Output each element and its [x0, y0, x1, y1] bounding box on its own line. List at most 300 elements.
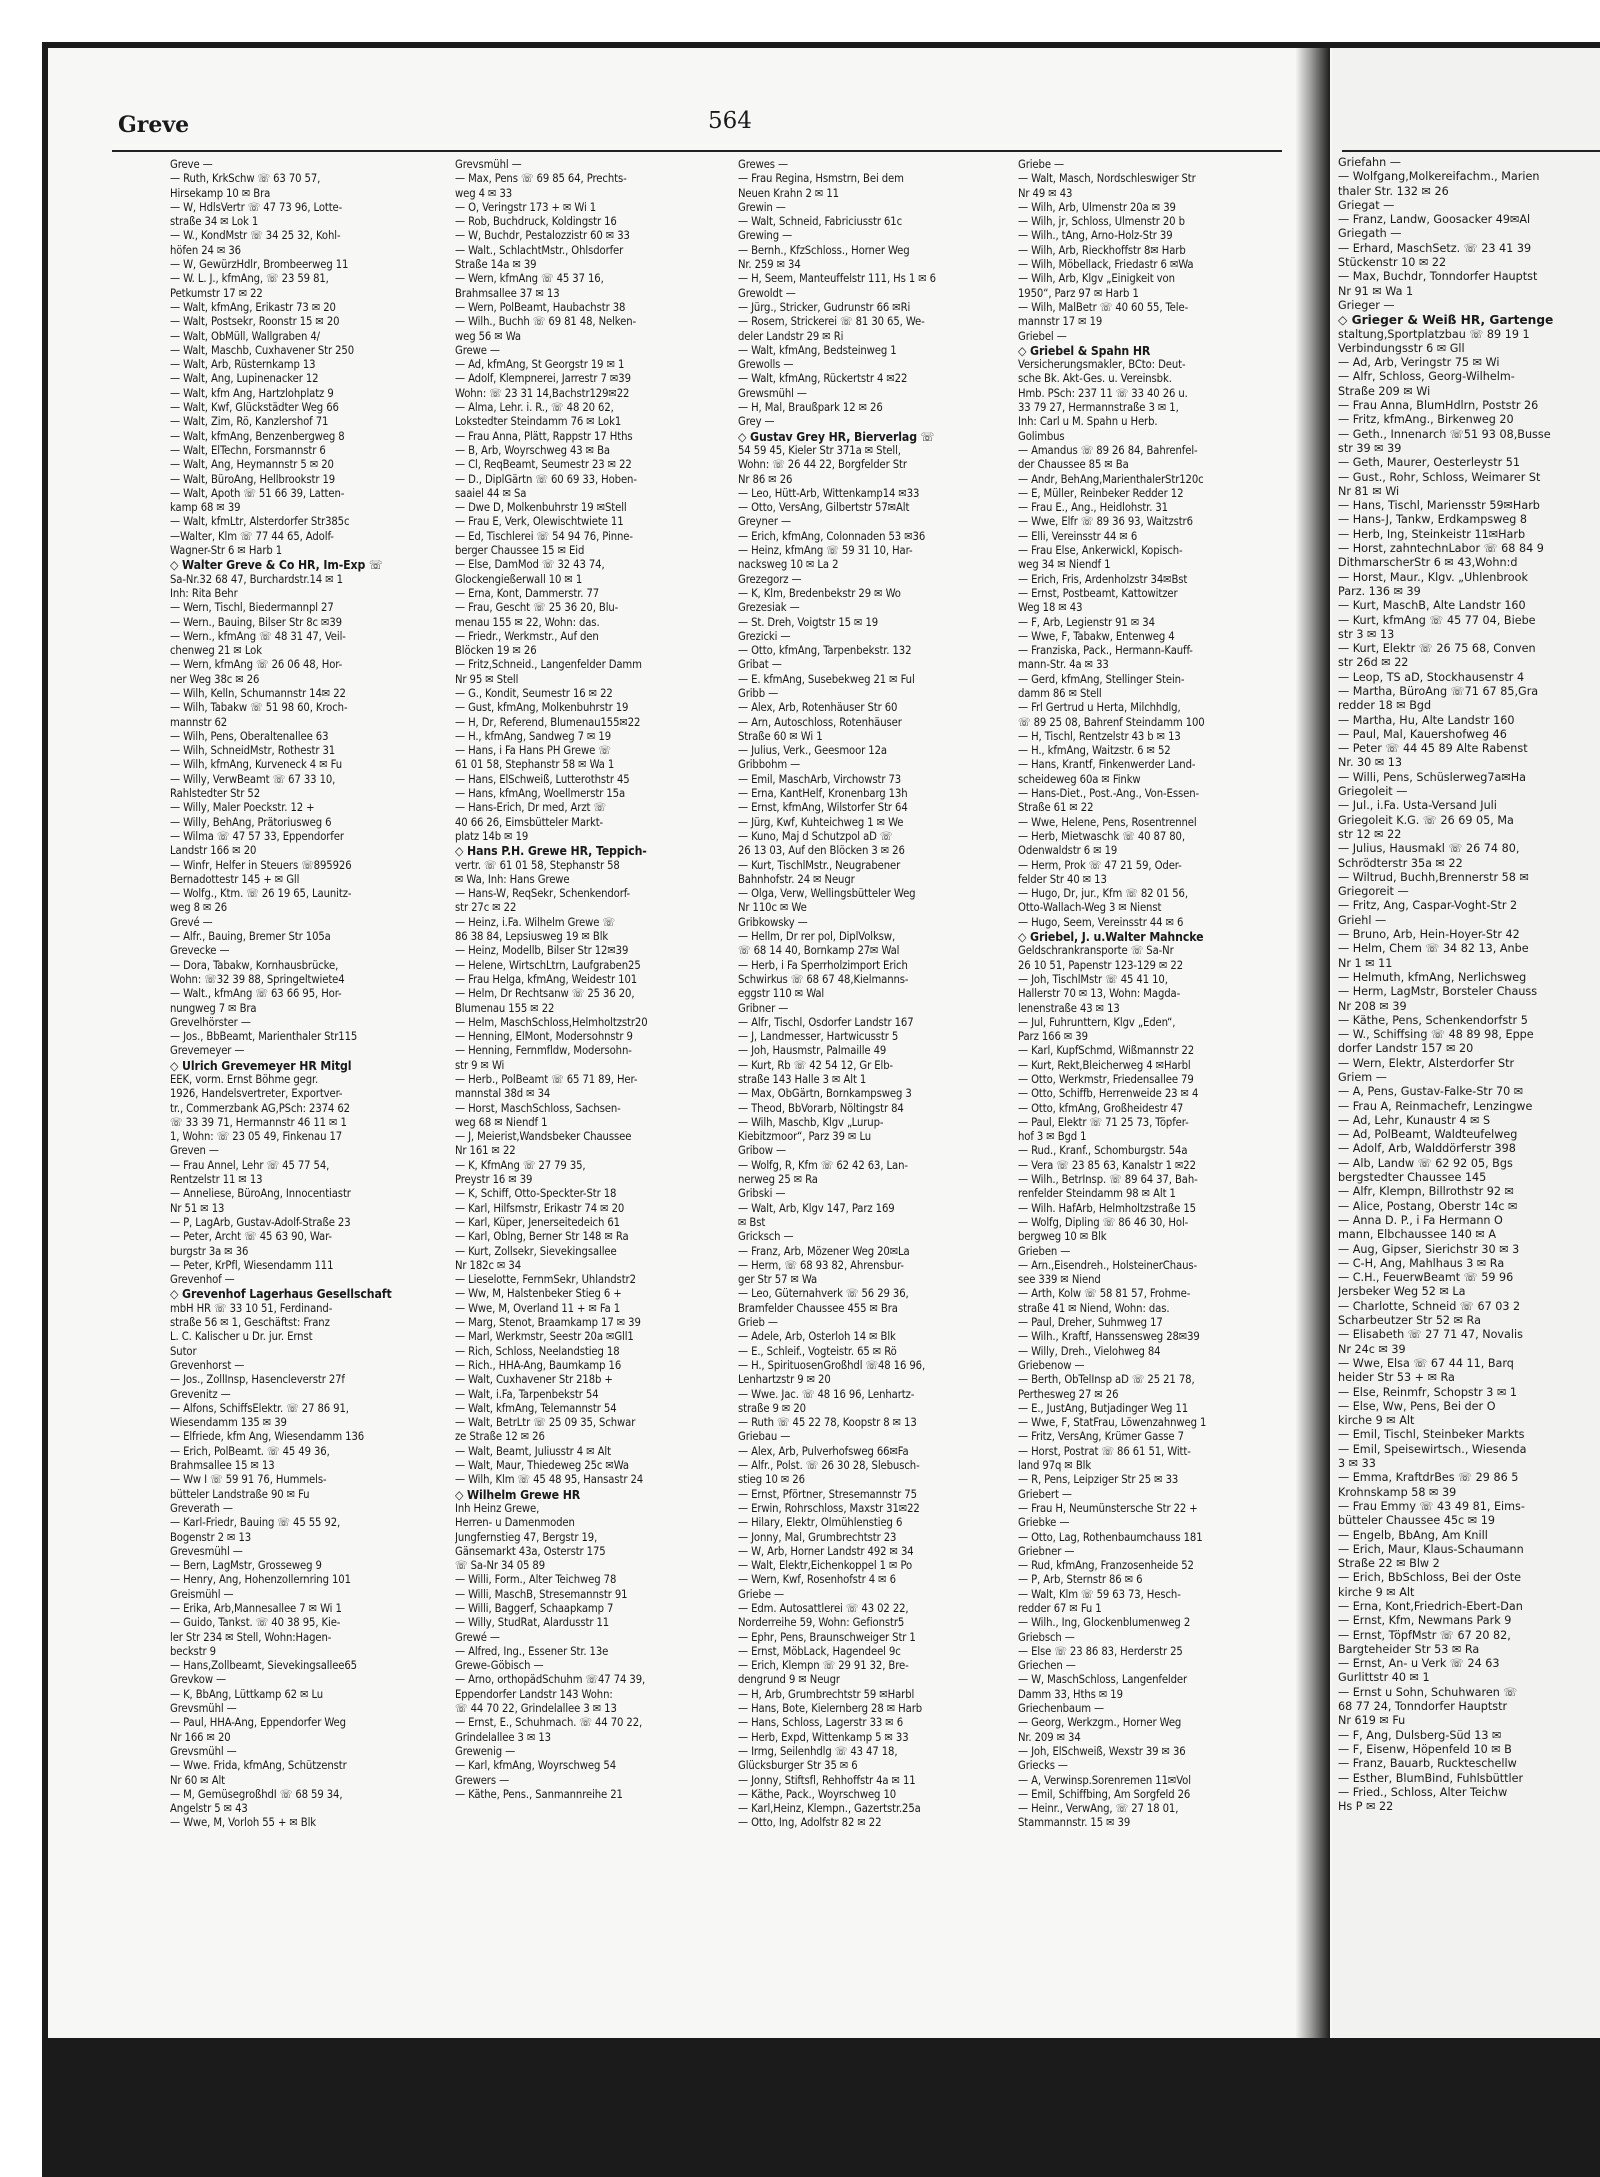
directory-line: str 12 ✉ 22 [1338, 827, 1402, 841]
directory-line: — Alfr., Polst. ☏ 26 30 28, Slebusch- [738, 1459, 920, 1473]
directory-line: — W, Buchdr, Pestalozzistr 60 ✉ 33 [455, 229, 630, 243]
directory-line: DithmarscherStr 6 ✉ 43,Wohn:d [1338, 556, 1518, 570]
company-entry: ◇ Ulrich Grevemeyer HR Mitgl [170, 1058, 352, 1073]
directory-line: — Karl,Heinz, Klempn., Gazertstr.25a [738, 1802, 921, 1816]
directory-line: — Georg, Werkzgm., Horner Weg [1018, 1716, 1182, 1730]
directory-line: str 26d ✉ 22 [1338, 656, 1409, 670]
directory-line: — Elli, Vereinsstr 44 ✉ 6 [1018, 529, 1138, 543]
directory-line: Wohn: ☏ 26 44 22, Borgfelder Str [738, 458, 907, 472]
directory-line: — Helm, Chem ☏ 34 82 13, Anbe [1338, 942, 1529, 956]
directory-line: — Karl, Oblng, Berner Str 148 ✉ Ra [455, 1230, 629, 1244]
directory-line: — Hans-Erich, Dr med, Arzt ☏ [455, 801, 606, 815]
directory-line: — Rob, Buchdruck, Koldingstr 16 [455, 215, 617, 229]
directory-line: — Jürg., Stricker, Gudrunstr 66 ✉Ri [738, 300, 911, 314]
directory-line: Sa-Nr.32 68 47, Burchardstr.14 ✉ 1 [170, 572, 343, 586]
directory-line: mann, Elbchaussee 140 ✉ A [1338, 1228, 1496, 1242]
surname-heading: Greven — [170, 1144, 219, 1158]
directory-line: nerweg 25 ✉ Ra [738, 1173, 818, 1187]
directory-line: redder 67 ✉ Fu 1 [1018, 1601, 1102, 1615]
directory-line: — Herm, Prok ☏ 47 21 59, Oder- [1018, 858, 1182, 872]
directory-line: — Alex, Arb, Pulverhofsweg 66✉Fa [738, 1444, 909, 1458]
directory-line: — Theod, BbVorarb, Nöltingstr 84 [738, 1101, 904, 1115]
directory-line: — Wilh., Ing, Glockenblumenweg 2 [1018, 1616, 1191, 1630]
directory-line: — Rosem, Strickerei ☏ 81 30 65, We- [738, 315, 925, 329]
directory-line: — Rud, kfmAng, Franzosenheide 52 [1018, 1559, 1194, 1573]
surname-heading: Griem — [1338, 1071, 1387, 1084]
directory-line: — Walt, kfmAng, Rückertstr 4 ✉22 [738, 372, 908, 386]
directory-line: bergweg 10 ✉ Blk [1018, 1230, 1107, 1244]
directory-line: — Ad, Lehr, Kunaustr 4 ✉ S [1338, 1113, 1491, 1127]
directory-line: — Hugo, Dr, jur., Kfm ☏ 82 01 56, [1018, 887, 1188, 901]
directory-line: — Walt, Beamt, Juliusstr 4 ✉ Alt [455, 1444, 611, 1458]
surname-heading: Grevemeyer — [170, 1044, 245, 1058]
directory-line: — E. kfmAng, Susebekweg 21 ✉ Ful [738, 672, 915, 686]
surname-heading: Griebenow — [1018, 1358, 1085, 1372]
directory-line: Rentzelstr 11 ✉ 13 [170, 1173, 263, 1187]
directory-line: — Alma, Lehr. i. R., ☏ 48 20 62, [455, 401, 614, 415]
directory-line: — Ernst, Postbeamt, Kattowitzer [1018, 586, 1178, 600]
directory-line: Hmb. PSch: 237 11 ☏ 33 40 26 u. [1018, 386, 1188, 400]
directory-line: — Gust, kfmAng, Molkenbuhrstr 19 [455, 701, 629, 715]
directory-line: — Walt, Arb, Rüsternkamp 13 [170, 358, 316, 372]
directory-line: — Wern, kfmAng ☏ 26 06 48, Hor- [170, 658, 343, 672]
directory-line: Nr 49 ✉ 43 [1018, 186, 1073, 200]
directory-line: damm 86 ✉ Stell [1018, 686, 1102, 700]
surname-heading: Grevé — [170, 915, 213, 929]
directory-line: — Bern, LagMstr, Grosseweg 9 [170, 1559, 322, 1573]
directory-line: Landstr 166 ✉ 20 [170, 844, 257, 858]
directory-line: — Andr, BehAng,MarienthalerStr120c [1018, 472, 1204, 486]
directory-line: — Karl, Hilfsmstr, Erikastr 74 ✉ 20 [455, 1201, 625, 1215]
directory-line: Versicherungsmakler, BCto: Deut- [1018, 358, 1186, 372]
directory-line: — E., JustAng, Butjadinger Weg 11 [1018, 1401, 1189, 1415]
directory-line: — Walt, Cuxhavener Str 218b + [455, 1373, 613, 1387]
directory-line: Stückenstr 10 ✉ 22 [1338, 256, 1447, 270]
directory-line: — Walt, i.Fa, Tarpenbekstr 54 [455, 1387, 599, 1401]
directory-line: — Karl, Küper, Jenerseitedeich 61 [455, 1215, 620, 1229]
directory-line: — Ernst, An- u Verk ☏ 24 63 [1338, 1657, 1500, 1671]
directory-line: — Jürg, Kwf, Kuhteichweg 1 ✉ We [738, 815, 904, 829]
directory-line: — Kurt, kfmAng ☏ 45 77 04, Biebe [1338, 613, 1536, 627]
directory-line: — Walt, kfmAng, Erikastr 73 ✉ 20 [170, 300, 336, 314]
directory-line: — Henning, Fernmfldw, Modersohn- [455, 1044, 632, 1058]
directory-line: — Engelb, BbAng, Am Knill [1338, 1528, 1488, 1542]
directory-line: Griegoleit K.G. ☏ 26 69 05, Ma [1338, 813, 1514, 827]
directory-line: — Paul, Mal, Kauershofweg 46 [1338, 727, 1507, 741]
header-rule [112, 150, 1282, 152]
directory-line: Weg 18 ✉ 43 [1018, 601, 1083, 615]
directory-line: — Erna, Kont, Dammerstr. 77 [455, 586, 600, 600]
directory-line: Glücksburger Str 35 ✉ 6 [738, 1759, 858, 1773]
directory-line: — H, Seem, Manteuffelstr 111, Hs 1 ✉ 6 [738, 272, 936, 286]
directory-line: 86 38 84, Lepsiusweg 19 ✉ Blk [455, 930, 609, 944]
directory-line: thaler Str. 132 ✉ 26 [1338, 184, 1449, 198]
directory-line: — Hilary, Elektr, Olmühlenstieg 6 [738, 1516, 903, 1530]
surname-heading: Grevsmühl — [455, 158, 522, 171]
directory-line: — Vera ☏ 23 85 63, Kanalstr 1 ✉22 [1018, 1158, 1196, 1172]
directory-line: — W, GewürzHdlr, Brombeerweg 11 [170, 258, 349, 272]
directory-line: saaiel 44 ✉ Sa [455, 486, 527, 500]
directory-line: Nr 51 ✉ 13 [170, 1201, 225, 1215]
directory-line: — Marl, Werkmstr, Seestr 20a ✉Gll1 [455, 1330, 634, 1344]
directory-line: — Herb., PolBeamt ☏ 65 71 89, Her- [455, 1073, 638, 1086]
company-entry: ◇ Griebel & Spahn HR [1018, 343, 1151, 358]
directory-line: str 39 ✉ 39 [1338, 441, 1402, 455]
directory-line: — Joh, ElSchweiß, Wexstr 39 ✉ 36 [1018, 1744, 1186, 1758]
directory-line: — Else, DamMod ☏ 32 43 74, [455, 558, 605, 572]
directory-line: — Emma, KraftdrBes ☏ 29 86 5 [1338, 1471, 1519, 1485]
directory-line: — Heinz, Modellb, Bilser Str 12✉39 [455, 944, 629, 958]
company-entry: ◇ Griebel, J. u.Walter Mahncke [1018, 930, 1204, 945]
surname-heading: Gribski — [738, 1187, 786, 1201]
directory-line: — Walt., SchlachtMstr., Ohlsdorfer [455, 243, 624, 257]
directory-line: — Berth, ObTelInsp aD ☏ 25 21 78, [1018, 1373, 1195, 1387]
directory-line: — Otto, kfmAng, Großheidestr 47 [1018, 1101, 1184, 1115]
directory-line: Sutor [170, 1344, 197, 1358]
directory-line: Inh: Rita Behr [170, 586, 238, 600]
directory-line: — Frau Else, Ankerwickl, Kopisch- [1018, 544, 1183, 558]
surname-heading: Gribkowsky — [738, 915, 808, 929]
surname-heading: Grevenitz — [170, 1387, 231, 1401]
directory-line: Schrödterstr 35a ✉ 22 [1338, 856, 1463, 870]
surname-heading: Griehl — [1338, 913, 1387, 927]
directory-column-1 [170, 158, 448, 1968]
directory-line: — Frau, Gescht ☏ 25 36 20, Blu- [455, 601, 619, 615]
directory-line: — Jonny, Mal, Grumbrechtstr 23 [738, 1530, 897, 1544]
directory-line: Odenwaldstr 6 ✉ 19 [1018, 844, 1118, 858]
directory-line: — Wern, PolBeamt, Haubachstr 38 [455, 300, 626, 314]
directory-line: — Herb, Ing, Steinkeistr 11✉Harb [1338, 527, 1526, 541]
directory-line: — Walt, kfmLtr, Alsterdorfer Str385c [170, 515, 350, 529]
directory-line: weg 34 ✉ Niendf 1 [1018, 558, 1111, 572]
directory-line: — Martha, BüroAng ☏71 67 85,Gra [1338, 684, 1539, 698]
directory-line: — Erich, Fris, Ardenholzstr 34✉Bst [1018, 572, 1188, 586]
directory-line: — Walt, Masch, Nordschleswiger Str [1018, 172, 1196, 186]
directory-line: — Guido, Tankst. ☏ 40 38 95, Kie- [170, 1616, 341, 1630]
directory-line: — Wilh., BetrInsp. ☏ 89 64 37, Bah- [1018, 1173, 1198, 1187]
directory-line: eggstr 110 ✉ Wal [738, 987, 825, 1001]
directory-line: Straße 14a ✉ 39 [455, 258, 537, 272]
directory-line: — Amandus ☏ 89 26 84, Bahrenfel- [1018, 443, 1198, 457]
directory-line: — Herm, ☏ 68 93 82, Ahrensbur- [738, 1258, 904, 1272]
directory-line: — Wilma ☏ 47 57 33, Eppendorfer [170, 829, 344, 843]
directory-line: — G., Kondit, Seumestr 16 ✉ 22 [455, 686, 613, 700]
directory-line: straße 56 ✉ 1, Geschäftst: Franz [170, 1316, 330, 1330]
directory-line: stieg 10 ✉ 26 [738, 1473, 805, 1487]
directory-line: Straße 209 ✉ Wi [1338, 384, 1431, 398]
directory-line: — Hans, Bote, Kielernberg 28 ✉ Harb [738, 1702, 923, 1716]
directory-line: Straße 22 ✉ Blw 2 [1338, 1557, 1440, 1571]
directory-line: — Cl, ReqBeamt, Seumestr 23 ✉ 22 [455, 458, 632, 472]
directory-line: — Herb, Mietwaschk ☏ 40 87 80, [1018, 829, 1185, 843]
directory-line: — W, MaschSchloss, Langenfelder [1018, 1673, 1188, 1687]
directory-line: — Paul, Dreher, Suhmweg 17 [1018, 1316, 1163, 1330]
company-entry: ◇ Grieger & Weiß HR, Gartenge [1338, 313, 1554, 328]
directory-line: Blöcken 19 ✉ 26 [455, 644, 537, 658]
directory-line: — W., KondMstr ☏ 34 25 32, Kohl- [170, 229, 341, 243]
directory-line: Nr 95 ✉ Stell [455, 672, 519, 686]
directory-line: Brahmsallee 37 ✉ 13 [455, 286, 560, 300]
surname-heading: Griegath — [1338, 227, 1402, 241]
directory-line: — Wilh, Pens, Oberaltenallee 63 [170, 729, 329, 743]
directory-line: — Helene, WirtschLtrn, Laufgraben25 [455, 958, 641, 972]
directory-line: — Erich, PolBeamt. ☏ 45 49 36, [170, 1444, 330, 1458]
directory-line: Jungfernstieg 47, Bergstr 19, [455, 1530, 598, 1544]
directory-line: — Horst, Maur., Klgv. „Uhlenbrook [1338, 570, 1528, 584]
directory-line: Nr 91 ✉ Wa 1 [1338, 284, 1414, 298]
directory-line: kamp 68 ✉ 39 [170, 501, 241, 515]
directory-line: Nr 81 ✉ Wi [1338, 484, 1400, 498]
directory-line: — Wilh, Kelln, Schumannstr 14✉ 22 [170, 686, 346, 700]
company-entry: ◇ Walter Greve & Co HR, Im-Exp ☏ [170, 558, 383, 573]
directory-line: Gänsemarkt 43a, Osterstr 175 [455, 1544, 606, 1558]
directory-line: — Wilh, jr, Schloss, Ulmenstr 20 b [1018, 215, 1185, 229]
directory-line: — Rud., Kranf., Schomburgstr. 54a [1018, 1144, 1188, 1158]
directory-line: — H., kfmAng, Sandweg 7 ✉ 19 [455, 729, 612, 743]
directory-line: — Arth, Kolw ☏ 58 81 57, Frohme- [1018, 1287, 1191, 1301]
directory-line: — Frau Annel, Lehr ☏ 45 77 54, [170, 1158, 330, 1172]
directory-line: — Wilh., Kraftf, Hanssensweg 28✉39 [1018, 1330, 1200, 1344]
directory-line: Bargteheider Str 53 ✉ Ra [1338, 1642, 1480, 1656]
directory-line: — C.H., FeuerwBeamt ☏ 59 96 [1338, 1271, 1514, 1285]
directory-line: — Emil, Schiffbing, Am Sorgfeld 26 [1018, 1787, 1191, 1801]
directory-line: straße 143 Halle 3 ✉ Alt 1 [738, 1073, 867, 1086]
directory-line: — Ernst, MöbLack, Hagendeel 9c [738, 1644, 901, 1658]
directory-line: Lokstedter Steindamm 76 ✉ Lok1 [455, 415, 622, 429]
directory-line: — E., Schleif., Vogteistr. 65 ✉ Rö [738, 1344, 897, 1358]
directory-line: — Willy, Dreh., Vielohweg 84 [1018, 1344, 1161, 1358]
directory-line: 3 ✉ 33 [1338, 1457, 1376, 1471]
directory-line: heider Str 53 + ✉ Ra [1338, 1371, 1455, 1385]
directory-line: — Dora, Tabakw, Kornhausbrücke, [170, 958, 339, 972]
directory-line: — Willi, MaschB, Stresemannstr 91 [455, 1587, 628, 1601]
directory-line: — Arn.,Eisendreh., HolsteinerChaus- [1018, 1258, 1198, 1272]
directory-line: Nr 182c ✉ 34 [455, 1258, 522, 1272]
directory-line: — F, Eisenw, Höpenfeld 10 ✉ B [1338, 1742, 1512, 1756]
directory-line: — Walt, Ang, Heymannstr 5 ✉ 20 [170, 458, 334, 472]
surname-heading: Griefahn — [1338, 156, 1401, 169]
directory-line: — Else, Ww, Pens, Bei der O [1338, 1399, 1496, 1413]
directory-line: scheideweg 60a ✉ Finkw [1018, 772, 1141, 786]
directory-line: — Alfr, Klempn, Billrothstr 92 ✉ [1338, 1185, 1514, 1199]
directory-line: — Paul, HHA-Ang, Eppendorfer Weg [170, 1716, 346, 1730]
surname-heading: Griebe — [1018, 158, 1064, 171]
directory-line: Inh: Carl u M. Spahn u Herb. [1018, 415, 1158, 429]
surname-heading: Grieb — [738, 1316, 778, 1330]
directory-line: Lenhartzstr 9 ✉ 20 [738, 1373, 831, 1387]
directory-line: Nr 110c ✉ We [738, 901, 807, 915]
directory-line: — Wwe. Jac. ☏ 48 16 96, Lenhartz- [738, 1387, 915, 1401]
company-entry: ◇ Hans P.H. Grewe HR, Teppich- [455, 844, 647, 859]
directory-line: 1926, Handelsvertreter, Exportver- [170, 1087, 343, 1101]
directory-line: 26 13 03, Auf den Blöcken 3 ✉ 26 [738, 844, 905, 858]
directory-line: — Max, Buchdr, Tonndorfer Hauptst [1338, 270, 1538, 284]
directory-line: bütteler Chaussee 45c ✉ 19 [1338, 1514, 1495, 1528]
directory-line: — Hugo, Seem, Vereinsstr 44 ✉ 6 [1018, 915, 1184, 929]
running-head: Greve [118, 112, 190, 138]
directory-line: Hirsekamp 10 ✉ Bra [170, 186, 271, 200]
surname-heading: Grevsmühl — [170, 1744, 237, 1758]
directory-line: — Jos., BbBeamt, Marienthaler Str115 [170, 1030, 358, 1044]
directory-line: — Joh, Hausmstr, Palmaille 49 [738, 1044, 887, 1058]
directory-line: mannstr 17 ✉ 19 [1018, 315, 1103, 329]
directory-column-4 [1018, 158, 1296, 1968]
directory-line: der Chaussee 85 ✉ Ba [1018, 458, 1129, 472]
directory-line: — Erna, KantHelf, Kronenbarg 13h [738, 787, 908, 801]
surname-heading: Grevesmühl — [170, 1544, 243, 1558]
directory-line: — Willy, Maler Poeckstr. 12 + [170, 801, 315, 815]
directory-line: mannstal 38d ✉ 34 [455, 1087, 551, 1101]
surname-heading: Griebel — [1018, 329, 1067, 343]
directory-line: — Kurt, Rb ☏ 42 54 12, Gr Elb- [738, 1058, 894, 1072]
directory-line: — Hans, kfmAng, Woellmerstr 15a [455, 787, 626, 801]
directory-line: —Walter, Klm ☏ 77 44 65, Adolf- [170, 529, 334, 543]
directory-line: — Horst, MaschSchloss, Sachsen- [455, 1101, 621, 1115]
surname-heading: Greverath — [170, 1501, 233, 1515]
directory-line: — Wilh, Klm ☏ 45 48 95, Hansastr 24 [455, 1473, 644, 1487]
surname-heading: Grezicki — [738, 629, 791, 643]
directory-line: tr., Commerzbank AG,PSch: 2374 62 [170, 1101, 350, 1115]
directory-line: — J, Meierist,Wandsbeker Chaussee [455, 1130, 632, 1144]
directory-line: — Emil, Tischl, Steinbeker Markts [1338, 1428, 1525, 1442]
directory-line: — Heinr., VerwAng, ☏ 27 18 01, [1018, 1802, 1179, 1816]
company-entry: ◇ Wilhelm Grewe HR [455, 1487, 581, 1502]
directory-line: höfen 24 ✉ 36 [170, 243, 241, 257]
directory-line: — Ernst, TöpfMstr ☏ 67 20 82, [1338, 1628, 1511, 1642]
directory-line: — Henning, ElMont, Modersohnstr 9 [455, 1030, 633, 1044]
directory-line: — W, HdlsVertr ☏ 47 73 96, Lotte- [170, 200, 343, 214]
directory-line: — Käthe, Pack., Woyrschweg 10 [738, 1787, 897, 1801]
directory-column-2 [455, 158, 733, 1968]
directory-line: — Leo, Güternahverk ☏ 56 29 36, [738, 1287, 909, 1301]
directory-line: Bogenstr 2 ✉ 13 [170, 1530, 252, 1544]
directory-line: — H., kfmAng, Waitzstr. 6 ✉ 52 [1018, 744, 1171, 758]
directory-line: weg 68 ✉ Niendf 1 [455, 1115, 548, 1129]
directory-line: — Wilh, Möbellack, Friedastr 6 ✉Wa [1018, 258, 1194, 272]
directory-line: 61 01 58, Stephanstr 58 ✉ Wa 1 [455, 758, 615, 772]
directory-line: — Winfr, Helfer in Steuers ☏895926 [170, 858, 352, 872]
directory-line: — Alfons, SchiffsElektr. ☏ 27 86 91, [170, 1401, 349, 1415]
directory-line: — Ephr, Pens, Braunschweiger Str 1 [738, 1630, 916, 1644]
directory-line: — Alfr, Schloss, Georg-Wilhelm- [1338, 370, 1515, 384]
directory-line: Nr 60 ✉ Alt [170, 1773, 226, 1787]
directory-line: — Jul., i.Fa. Usta-Versand Juli [1338, 799, 1497, 813]
directory-line: Stammannstr. 15 ✉ 39 [1018, 1816, 1131, 1830]
directory-line: — Walt, Klm ☏ 59 63 73, Hesch- [1018, 1587, 1181, 1601]
directory-line: — Ernst, Pförtner, Stresemannstr 75 [738, 1487, 917, 1501]
directory-line: Straße 60 ✉ Wi 1 [738, 729, 823, 743]
directory-line: Nr 619 ✉ Fu [1338, 1714, 1406, 1728]
directory-line: ✉ Bst [738, 1215, 766, 1229]
directory-line: — Esther, BlumBind, Fuhlsbüttler [1338, 1771, 1524, 1785]
directory-line: — Hans-Diet., Post.-Ang., Von-Essen- [1018, 787, 1200, 801]
directory-line: Wohn: ☏32 39 88, Springeltwiete4 [170, 972, 345, 986]
directory-line: — K, KfmAng ☏ 27 79 35, [455, 1158, 586, 1172]
directory-line: — Willy, StudRat, Alardusstr 11 [455, 1616, 610, 1630]
directory-line: — A, Verwinsp.Sorenremen 11✉Vol [1018, 1773, 1191, 1787]
directory-line: — Anna D. P., i Fa Hermann O [1338, 1213, 1503, 1227]
directory-line: — Wwe, Elsa ☏ 67 44 11, Barq [1338, 1356, 1514, 1370]
directory-line: — Wilh, Maschb, Klgv „Lurup- [738, 1115, 884, 1129]
directory-line: berger Chaussee 15 ✉ Eid [455, 544, 585, 558]
surname-heading: Griebke — [1018, 1516, 1070, 1530]
directory-line: Nr. 30 ✉ 13 [1338, 756, 1403, 770]
directory-line: Scharbeutzer Str 52 ✉ Ra [1338, 1314, 1481, 1328]
directory-line: — Ed, Tischlerei ☏ 54 94 76, Pinne- [455, 529, 633, 543]
directory-line: — Fried., Schloss, Alter Teichw [1338, 1785, 1508, 1799]
directory-line: EEK, vorm. Ernst Böhme gegr. [170, 1073, 319, 1086]
directory-line: — Walt, BetrLtr ☏ 25 09 35, Schwar [455, 1416, 636, 1430]
directory-line: — Walt, Postsekr, Roonstr 15 ✉ 20 [170, 315, 340, 329]
directory-line: — Willi, Baggerf, Schaapkamp 7 [455, 1601, 614, 1615]
directory-line: — Friedr., Werkmstr., Auf den [455, 629, 599, 643]
directory-line: — R, Pens, Leipziger Str 25 ✉ 33 [1018, 1473, 1179, 1487]
directory-line: — Kurt, Elektr ☏ 26 75 68, Conven [1338, 642, 1536, 656]
directory-line: — Alice, Postang, Oberstr 14c ✉ [1338, 1199, 1518, 1213]
surname-heading: Grewolls — [738, 358, 794, 372]
directory-line: — Franz, Arb, Mözener Weg 20✉La [738, 1244, 910, 1258]
directory-line: beckstr 9 [170, 1644, 216, 1658]
directory-line: — Charlotte, Schneid ☏ 67 03 2 [1338, 1299, 1521, 1313]
directory-line: — Anneliese, BüroAng, Innocentiastr [170, 1187, 351, 1201]
directory-line: — Wolfg., Ktm. ☏ 26 19 65, Launitz- [170, 887, 352, 901]
directory-line: — Kuno, Maj d Schutzpol aD ☏ [738, 829, 893, 843]
directory-line: Preystr 16 ✉ 39 [455, 1173, 533, 1187]
directory-line: — Helmuth, kfmAng, Nerlichsweg [1338, 970, 1527, 984]
directory-line: — Horst, Postrat ☏ 86 61 51, Witt- [1018, 1444, 1191, 1458]
directory-line: — Fritz, Ang, Caspar-Voght-Str 2 [1338, 899, 1518, 913]
directory-line: bergstedter Chaussee 145 [1338, 1171, 1487, 1185]
directory-line: — Kurt, Zollsekr, Sievekingsallee [455, 1244, 617, 1258]
directory-line: — Frau A, Reinmachefr, Lenzingwe [1338, 1099, 1533, 1113]
surname-heading: Grevenhof — [170, 1273, 235, 1287]
directory-line: Straße 61 ✉ 22 [1018, 801, 1094, 815]
directory-line: — Olga, Verw, Wellingsbütteler Weg [738, 887, 916, 901]
directory-line: Otto-Wallach-Weg 3 ✉ Nienst [1018, 901, 1162, 915]
directory-line: — Lieselotte, FernmSekr, Uhlandstr2 [455, 1273, 636, 1287]
directory-line: — Joh, TischlMstr ☏ 45 41 10, [1018, 972, 1168, 986]
directory-line: — Ernst, kfmAng, Wilstorfer Str 64 [738, 801, 908, 815]
directory-line: — Ww, M, Halstenbeker Stieg 6 + [455, 1287, 622, 1301]
directory-line: Inh Heinz Grewe, [455, 1501, 540, 1515]
directory-line: — Walt, Maschb, Cuxhavener Str 250 [170, 343, 355, 357]
directory-line: — Frau Anna, Plätt, Rappstr 17 Hths [455, 429, 633, 443]
directory-line: — Franz, Bauarb, Ruckteschellw [1338, 1757, 1517, 1771]
directory-line: — Helm, MaschSchloss,Helmholtzstr20 [455, 1015, 648, 1029]
directory-line: Wagner-Str 6 ✉ Harb 1 [170, 544, 283, 558]
directory-line: — Wwe, M, Overland 11 + ✉ Fa 1 [455, 1301, 621, 1315]
directory-line: — Willi, Form., Alter Teichweg 78 [455, 1573, 617, 1587]
directory-line: — Wwe, Elfr ☏ 89 36 93, Waitzstr6 [1018, 515, 1193, 529]
directory-line: — Frau Emmy ☏ 43 49 81, Eims- [1338, 1499, 1525, 1513]
surname-heading: Gribow — [738, 1144, 786, 1158]
surname-heading: Grewoldt — [738, 286, 796, 300]
directory-line: — Walt, Schneid, Fabriciusstr 61c [738, 215, 903, 229]
directory-line: — Wilh, SchneidMstr, Rothestr 31 [170, 744, 336, 758]
directory-line: lenenstraße 43 ✉ 13 [1018, 1001, 1120, 1015]
directory-line: — Alfr, Tischl, Osdorfer Landstr 167 [738, 1015, 914, 1029]
directory-line: — H, Dr, Referend, Blumenau155✉22 [455, 715, 641, 729]
directory-line: — Ruth, KrkSchw ☏ 63 70 57, [170, 172, 321, 186]
surname-heading: Griechenbaum — [1018, 1702, 1105, 1716]
directory-line: — Otto, Ing, Adolfstr 82 ✉ 22 [738, 1816, 882, 1830]
directory-line: — Max, Pens ☏ 69 85 64, Prechts- [455, 172, 627, 186]
surname-heading: Grewes — [738, 158, 789, 171]
directory-line: — Wilh. HafArb, Helmholtzstraße 15 [1018, 1201, 1196, 1215]
directory-line: — Wwe, F, Tabakw, Entenweg 4 [1018, 629, 1175, 643]
directory-line: burgstr 3a ✉ 36 [170, 1244, 249, 1258]
directory-line: Bramfelder Chaussee 455 ✉ Bra [738, 1301, 898, 1315]
